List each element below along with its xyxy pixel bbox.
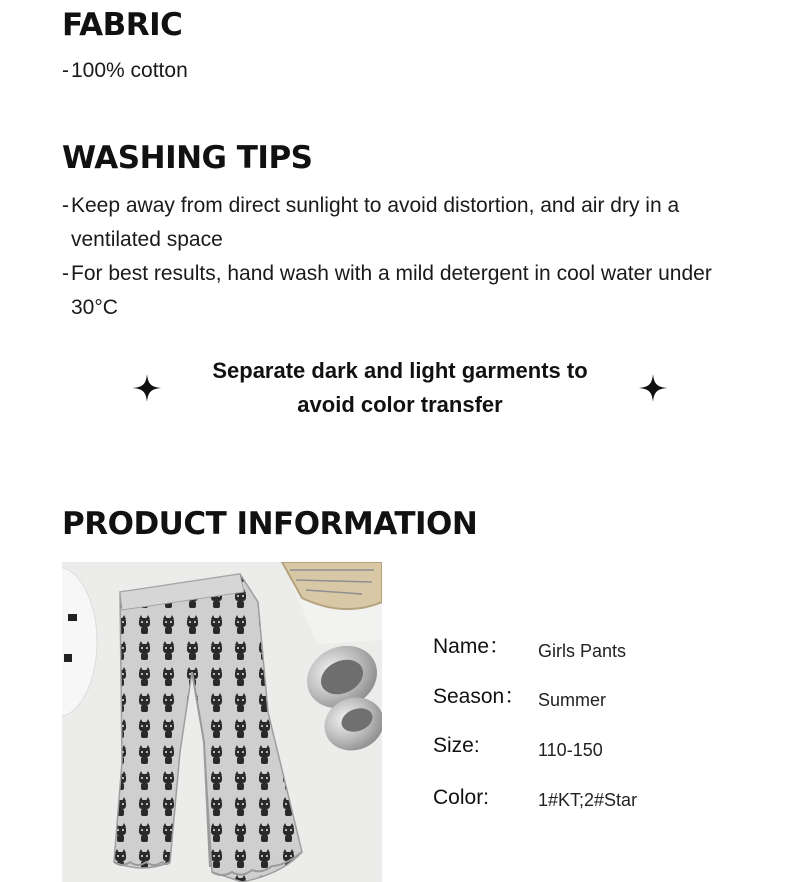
season-label: Season： [433, 685, 526, 708]
note-line-1: Separate dark and light garments to [212, 358, 588, 383]
sparkle-star-icon [639, 374, 667, 402]
color-value: 1#KT;2#Star [538, 790, 638, 810]
sparkle-star-icon [133, 374, 161, 402]
washing-tip-item [62, 189, 722, 257]
fabric-heading: FABRIC [62, 7, 183, 43]
note-line-2: avoid color transfer [297, 392, 503, 417]
washing-tip-item [62, 257, 722, 325]
product-photo-illustration [62, 562, 382, 882]
product-photo [62, 562, 382, 882]
color-transfer-note [190, 354, 610, 422]
name-label: Name： [433, 635, 511, 658]
fabric-item-text: 100% cotton [71, 59, 188, 82]
season-value: Summer [538, 690, 607, 710]
name-value: Girls Pants [538, 641, 627, 661]
size-value: 110-150 [538, 740, 603, 760]
size-label: Size: [433, 734, 480, 757]
bullet-dash: - [62, 262, 69, 285]
washing-tip-text: For best results, hand wash with a mild detergent in cool water under 30°C [71, 262, 712, 319]
washing-tips-heading: WASHING TIPS [62, 140, 313, 176]
color-label: Color: [433, 786, 490, 809]
bullet-dash: - [62, 59, 69, 82]
fabric-item [62, 54, 722, 88]
bullet-dash: - [62, 194, 69, 217]
washing-tip-text: Keep away from direct sunlight to avoid distortion, and air dry in a ventilated space [71, 194, 680, 251]
product-info-heading: PRODUCT INFORMATION [62, 506, 478, 542]
